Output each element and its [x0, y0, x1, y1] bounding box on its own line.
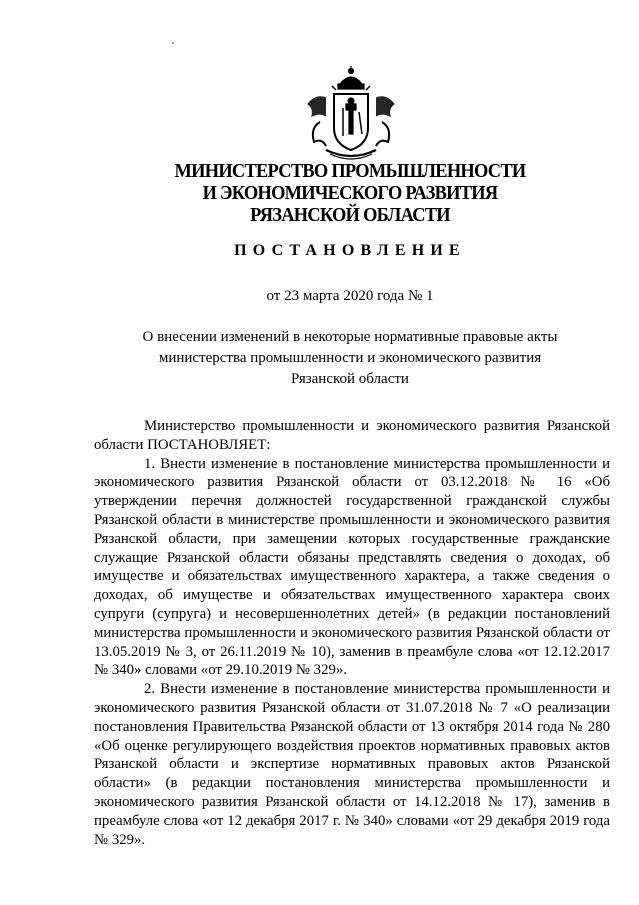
document-type: ПОСТАНОВЛЕНИЕ [234, 242, 466, 259]
preamble-paragraph: Министерство промышленности и экономического развития Рязанской области ПОСТАНОВЛЯЕТ: [94, 418, 610, 453]
subject-line-2: министерства промышленности и экономического развития [158, 350, 542, 366]
ryazan-coat-of-arms-icon [296, 64, 406, 164]
ministry-name [138, 160, 561, 226]
document-date-number: от 23 марта 2020 года № 1 [266, 288, 434, 304]
item-2-paragraph: 2. Внести изменение в постановление министерства промышленности и экономического развития Рязанской области от 31.07.2018 № 7 «О реализации постановления Правительства Рязанской области от 13 октября 2014 года № 280 «Об оценке регулирующего воздействия проектов нормативных правовых актов Рязанской области и экспертизе нормативных правовых актов Рязанской области» (в редакции постановления министерства промышленности и экономического развития Рязанской области от 14.12.2018 № 17), заменив в преамбуле слова «от 12 декабря 2017 г. № 340» словами «от 29 декабря 2019 года № 329». [94, 681, 610, 848]
subject-line-1: О внесении изменений в некоторые нормативные правовые акты [142, 329, 558, 345]
subject-line-3: Рязанской области [291, 371, 409, 387]
document-subject [100, 327, 600, 390]
item-1-paragraph: 1. Внести изменение в постановление министерства промышленности и экономического развития Рязанской области от 03.12.2018 № 16 «Об утверждении перечня должностей государственной гражданской службы Рязанской области в министерстве промышленности и экономического развития Рязанской области, при замещении которых государственные гражданские служащие Рязанской области обязаны представлять сведения о доходах, об имуществе и обязательствах имущественного характера, а также сведения о доходах, об имуществе и обязательствах имущественного характера своих супруги (супруга) и несовершеннолетних детей» (в редакции постановлений министерства промышленности и экономического развития Рязанской области от 13.05.2019 № 3, от 26.11.2019 № 10), заменив в преамбуле слова «от 12.12.2017 № 340» словами «от 29.10.2019 № 329». [94, 455, 610, 679]
ministry-line-1: МИНИСТЕРСТВО ПРОМЫШЛЕННОСТИ [174, 160, 526, 182]
ministry-line-2: И ЭКОНОМИЧЕСКОГО РАЗВИТИЯ [202, 182, 498, 204]
scan-speck [172, 42, 174, 44]
document-body [94, 417, 610, 849]
ministry-line-3: РЯЗАНСКОЙ ОБЛАСТИ [250, 204, 450, 226]
